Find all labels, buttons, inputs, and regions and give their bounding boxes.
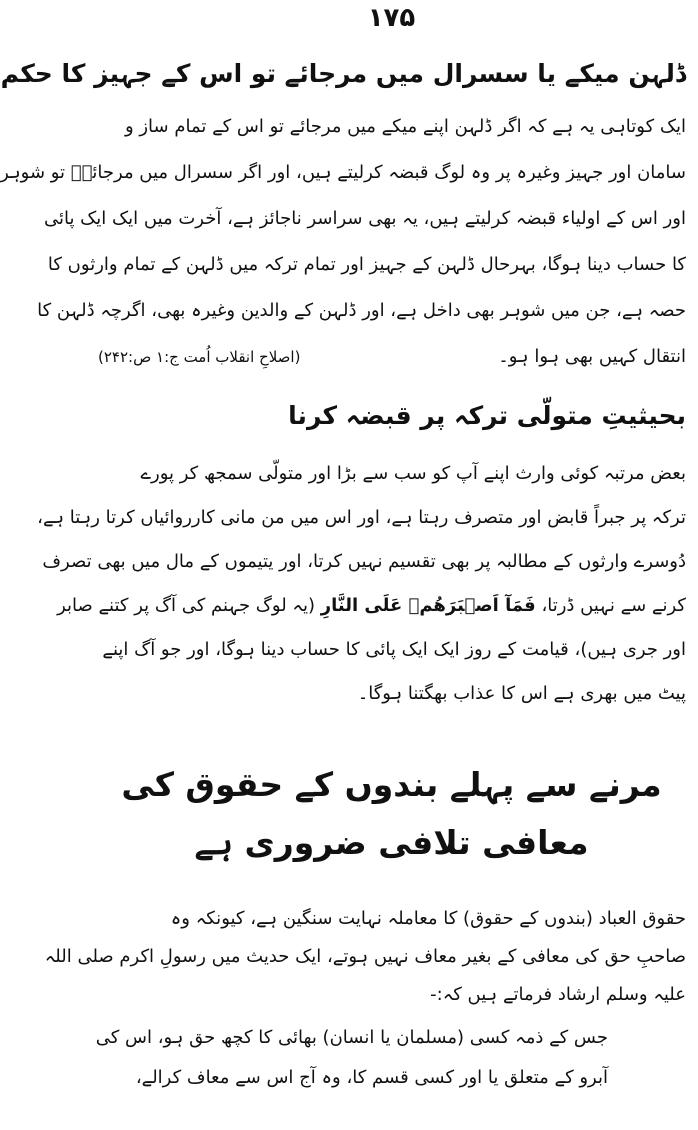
text-line-with-quran: [57, 584, 686, 628]
text-line: سامان اور جہیز وغیرہ پر وہ لوگ قبضہ کرلیتے ہیں، اور اگر سسرال میں مرجائےؔ تو شوہر: [0, 162, 686, 183]
text-line: پیٹ میں بھری ہے اس کا عذاب بھگتنا ہوگا۔: [357, 683, 686, 704]
text-fragment: (یہ لوگ جہنم کی آگ پر کتنے صابر: [57, 595, 321, 616]
quranic-verse: فَمَآ اَصۡبَرَهُمۡ عَلَى النَّارِ: [320, 595, 536, 616]
text-line: حقوق العباد (بندوں کے حقوق) کا معاملہ نہایت سنگین ہے، کیونکہ وہ: [170, 908, 686, 929]
text-fragment: کرنے سے نہیں ڈرتا،: [535, 595, 686, 616]
text-line: اور جری ہیں)، قیامت کے روز ایک ایک پائی کا حساب دینا ہوگا، اور جو آگ اپنے: [102, 639, 686, 660]
text-line: صاحبِ حق کی معافی کے بغیر معاف نہیں ہوتے، ایک حدیث میں رسولِ اکرم صلی اللہ: [44, 946, 686, 967]
page-number: ۱۷۵: [367, 3, 416, 33]
citation-reference: (اصلاحِ انقلاب اُمت ج:۱ ص:۲۴۲): [98, 348, 301, 366]
paragraph-dowry: [0, 104, 686, 380]
text-line: ایک کوتاہی یہ ہے کہ اگر ڈلہن اپنے میکے میں مرجائے تو اس کے تمام ساز و: [124, 116, 686, 137]
text-line: کا حساب دینا ہوگا، بہرحال ڈلہن کے جہیز اور تمام ترکہ میں ڈلہن کے تمام وارثوں کا: [47, 254, 686, 275]
quote-line: جس کے ذمہ کسی (مسلمان یا انسان) بھائی کا کچھ حق ہو، اس کی: [95, 1027, 608, 1048]
paragraph-rights: [44, 900, 686, 1014]
text-line: علیہ وسلم ارشاد فرماتے ہیں کہ:-: [430, 984, 686, 1005]
text-line: حصہ ہے، جن میں شوہر بھی داخل ہے، اور ڈلہن کے والدین وغیرہ بھی، اگرچہ ڈلہن کا: [37, 300, 686, 321]
text-line: ترکہ پر جبراً قابض اور متصرف رہتا ہے، اور اس میں من مانی کارروائیاں کرتا رہتا ہے،: [37, 507, 686, 528]
text-line-end: انتقال کہیں بھی ہوا ہو۔: [498, 346, 686, 367]
section-heading-rights: مرنے سے پہلے بندوں کے حقوق کی معافی تلافی ضروری ہے: [121, 765, 662, 862]
text-line: اور اس کے اولیاء قبضہ کرلیتے ہیں، یہ بھی سراسر ناجائز ہے، آخرت میں ایک ایک پائی: [43, 208, 686, 229]
quote-line: آبرو کے متعلق یا اور کسی قسم کا، وہ آج اس سے معاف کرالے،: [135, 1067, 608, 1088]
text-line: دُوسرے وارثوں کے مطالبہ پر بھی تقسیم نہیں کرتا، اور یتیموں کے مال میں بھی تصرف: [42, 551, 686, 572]
section-heading-custodian: بحیثیتِ متولّی ترکہ پر قبضہ کرنا: [288, 401, 686, 430]
text-line-with-reference: [98, 334, 686, 380]
hadith-quote: [95, 1018, 608, 1098]
section-heading-dowry: ڈلہن میکے یا سسرال میں مرجائے تو اس کے جہیز کا حکم: [0, 59, 686, 88]
text-line: بعض مرتبہ کوئی وارث اپنے آپ کو سب سے بڑا اور متولّی سمجھ کر پورے: [140, 463, 686, 484]
paragraph-custodian: [37, 452, 686, 716]
